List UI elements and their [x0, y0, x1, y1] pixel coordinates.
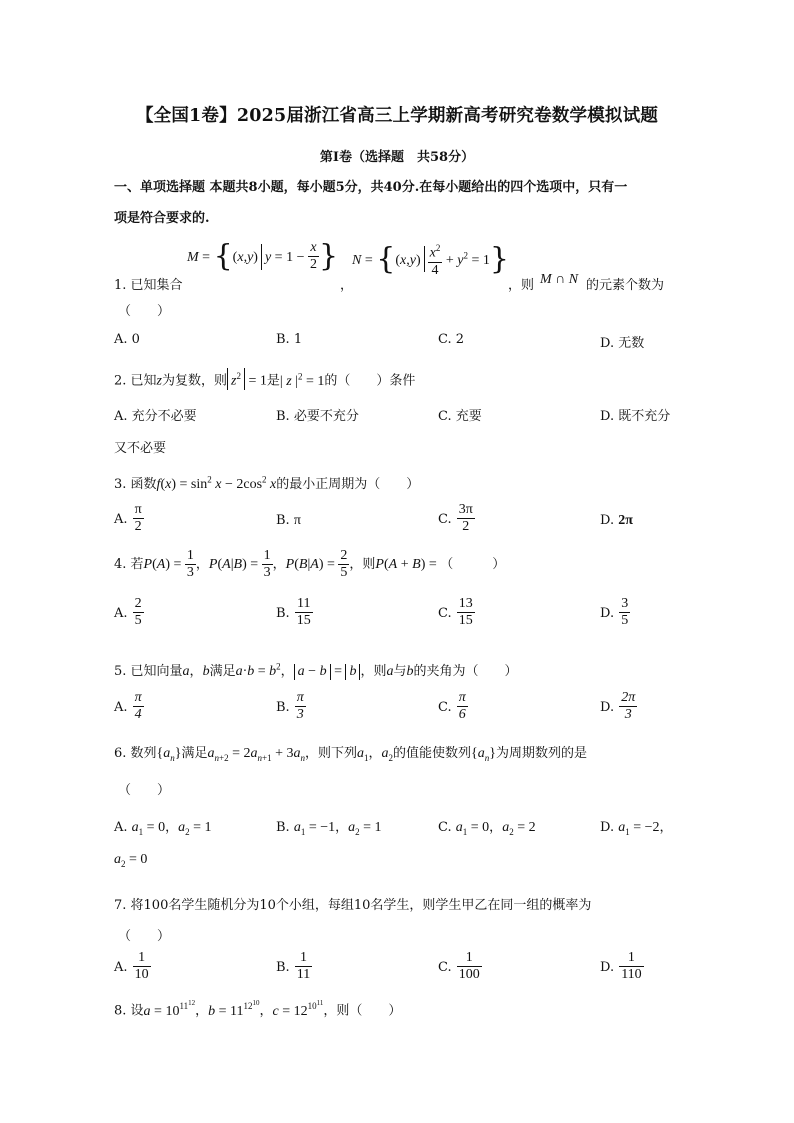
q4-option-a: A. $\frac{2}{5}$: [114, 596, 142, 628]
q1-set-n: N = {(x,y) $\frac{x^2}{4}$ + $y^2 = 1$}: [352, 241, 509, 278]
q7-option-b: B. $\frac{1}{11}$: [276, 950, 311, 982]
q1-option-d: D. 无数: [600, 336, 645, 351]
q6-option-b: B. $a_1 = -1$，$a_2 = 1$: [276, 820, 382, 837]
q5-option-d: D. $\frac{2\pi}{3}$: [600, 690, 636, 722]
q2-option-d-wrap: 又不必要: [114, 441, 167, 456]
q1-paren: （ ）: [118, 304, 171, 319]
q1-tail-post: 的元素个数为: [586, 278, 665, 293]
section-heading-line2: 项是符合要求的.: [114, 211, 210, 226]
q7-option-a: A. $\frac{1}{10}$: [114, 950, 149, 982]
q4-option-d: D. $\frac{3}{5}$: [600, 596, 629, 628]
q2-option-d: D. 既不充分: [600, 409, 671, 424]
q1-prefix: 1. 已知集合: [114, 278, 183, 293]
q6-option-c: C. $a_1 = 0$，$a_2 = 2$: [438, 820, 536, 837]
q2-option-c: C. 充要: [438, 409, 482, 424]
q5-option-a: A. $\frac{\pi}{4}$: [114, 690, 142, 722]
q1-comma: ，: [340, 278, 354, 293]
q1-tail-pre: ，则: [508, 278, 535, 293]
q3-text: 3. 函数$f(x) = \sin^2 x - 2\cos^2$ x的最小正周期为（ ）: [114, 474, 420, 492]
q4-option-c: C. $\frac{13}{15}$: [438, 596, 473, 628]
q6-text: 6. 数列$\{a_n\}$满足$a_{n+2} = 2a_{n+1} + 3a_n$，则下列$a_1$，$a_2$的值能使数列$\{a_n\}$为周期数列的是: [114, 746, 588, 763]
q3-option-c: C. $\frac{3\pi}{2}$: [438, 502, 473, 534]
q6-option-d-wrap: $a_2 = 0$: [114, 852, 148, 869]
q3-option-d: D. 2π: [600, 513, 633, 528]
q7-option-d: D. $\frac{1}{110}$: [600, 950, 642, 982]
q2-text: 2. 已知z为复数，则 $z^2 = 1$是| z $|^2 = 1$的（ ）条件: [114, 368, 415, 390]
q5-option-b: B. $\frac{\pi}{3}$: [276, 690, 304, 722]
q1-option-c: C. 2: [438, 332, 465, 347]
q1-intersection: M ∩ N: [540, 272, 579, 287]
q7-text: 7. 将100名学生随机分为10个小组，每组10名学生，则学生甲乙在同一组的概率为: [114, 898, 592, 913]
q6-option-d: D. $a_1 = -2$，: [600, 820, 673, 837]
section-heading-line1: 一、单项选择题 本题共8小题，每小题5分，共40分.在每小题给出的四个选项中，只有一: [114, 180, 628, 195]
q3-option-b: B. π: [276, 513, 301, 528]
document-title: 【全国1卷】2025届浙江省高三上学期新高考研究卷数学模拟试题: [135, 106, 659, 126]
q1-option-b: B. 1: [276, 332, 303, 347]
part-heading: 第I卷（选择题 共58分）: [319, 150, 475, 165]
q4-option-b: B. $\frac{11}{15}$: [276, 596, 311, 628]
q1-option-a: A. 0: [114, 332, 140, 347]
q7-option-c: C. $\frac{1}{100}$: [438, 950, 480, 982]
q6-option-a: A. $a_1 = 0$，$a_2 = 1$: [114, 820, 212, 837]
q6-paren: （ ）: [118, 783, 171, 798]
q2-option-b: B. 必要不充分: [276, 409, 359, 424]
q8-text: 8. 设$a = 10^{11^{12}}$，$b = 11^{12^{10}}$，$c = 12^{10^{11}}$，则（ ）: [114, 999, 402, 1019]
q3-option-a: A. $\frac{\pi}{2}$: [114, 502, 142, 534]
q5-option-c: C. $\frac{\pi}{6}$: [438, 690, 466, 722]
q2-option-a: A. 充分不必要: [114, 409, 197, 424]
q5-text: 5. 已知向量a，b满足$a\cdot b = b^2$， a − b = b ，则a与b的夹角为（ ）: [114, 661, 518, 679]
q4-text: 4. 若P(A) = $\frac{1}{3}$ ，P(A|B) = $\frac{1}{3}$ ，P(B|A) = $\frac{2}{5}$ ，则P(A + B) = （ ）: [114, 548, 506, 580]
q7-paren: （ ）: [118, 929, 171, 944]
q1-set-m: M = {(x,y) y = 1 − $\frac{x}{2}$ }: [187, 238, 339, 274]
